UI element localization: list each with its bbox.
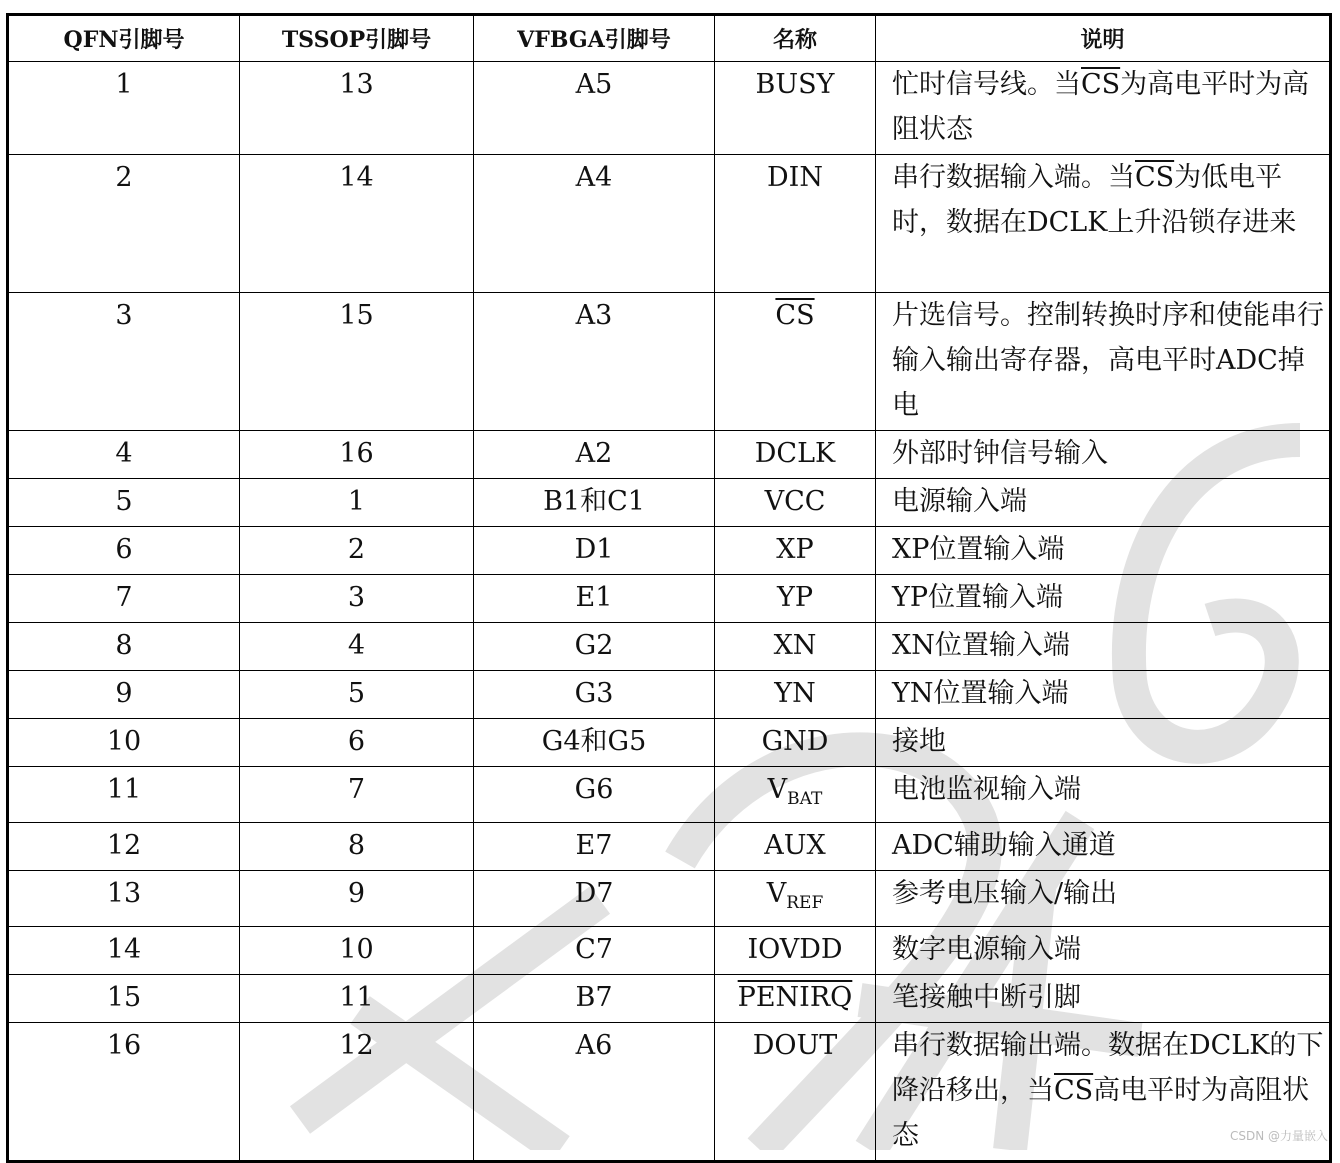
cell-qfn: 14 [8, 927, 240, 975]
cell-desc [876, 623, 1331, 671]
cell-desc [876, 767, 1331, 823]
desc-text: 为高电平时为高阻状态 [892, 69, 1310, 145]
cell-qfn: 7 [8, 575, 240, 623]
table-row [8, 479, 1331, 527]
cell-desc [876, 871, 1331, 927]
header-name: 名称 [715, 15, 876, 62]
cell-qfn: 15 [8, 975, 240, 1023]
table-row [8, 293, 1331, 431]
cell-qfn: 10 [8, 719, 240, 767]
table-row [8, 719, 1331, 767]
pin-name: V [767, 774, 788, 805]
cell-tssop: 10 [240, 927, 474, 975]
cell-qfn: 4 [8, 431, 240, 479]
cell-vfbga: E7 [474, 823, 715, 871]
table-row [8, 623, 1331, 671]
table-row [8, 527, 1331, 575]
table-row [8, 1023, 1331, 1162]
desc-text: 串行数据输出端。数据在DCLK的下降沿移出，当 [892, 1030, 1324, 1106]
cell-tssop: 13 [240, 62, 474, 155]
pin-name: AUX [764, 830, 826, 861]
desc-text: 笔接触中断引脚 [892, 982, 1081, 1013]
cell-name [715, 479, 876, 527]
desc-text: 串行数据输入端。当 [892, 162, 1135, 193]
cell-vfbga: A4 [474, 155, 715, 293]
desc-text: ADC辅助输入通道 [892, 830, 1116, 861]
cell-vfbga: E1 [474, 575, 715, 623]
desc-text: YN位置输入端 [892, 678, 1069, 709]
cell-name [715, 62, 876, 155]
cell-name [715, 623, 876, 671]
pin-name: PENIRQ [737, 982, 853, 1013]
cell-desc [876, 155, 1331, 293]
cell-qfn: 3 [8, 293, 240, 431]
cell-tssop: 2 [240, 527, 474, 575]
cell-name [715, 975, 876, 1023]
cs-overline-text: $\overline{CS}$ [1081, 69, 1121, 100]
table-row [8, 431, 1331, 479]
cell-qfn: 2 [8, 155, 240, 293]
cell-vfbga: B1和C1 [474, 479, 715, 527]
cell-name [715, 293, 876, 431]
cell-desc [876, 527, 1331, 575]
pin-name: XN [773, 630, 817, 661]
desc-text: 电源输入端 [892, 486, 1027, 517]
cell-vfbga: C7 [474, 927, 715, 975]
desc-text: 参考电压输入/输出 [892, 878, 1118, 909]
desc-text: 为低电平时，数据在DCLK上升沿锁存进来 [892, 162, 1297, 238]
table-row [8, 927, 1331, 975]
cell-desc [876, 975, 1331, 1023]
cell-vfbga: B7 [474, 975, 715, 1023]
cell-tssop: 1 [240, 479, 474, 527]
cell-vfbga: A2 [474, 431, 715, 479]
pin-name: IOVDD [747, 934, 843, 965]
cell-desc [876, 575, 1331, 623]
desc-text: 电池监视输入端 [892, 774, 1081, 805]
cell-tssop: 11 [240, 975, 474, 1023]
cell-desc [876, 479, 1331, 527]
pin-name: BUSY [755, 69, 835, 100]
cell-name [715, 671, 876, 719]
table-row [8, 823, 1331, 871]
desc-text: XN位置输入端 [892, 630, 1070, 661]
cell-qfn: 1 [8, 62, 240, 155]
cell-name [715, 431, 876, 479]
pin-name: DCLK [754, 438, 836, 469]
table-header-row [8, 15, 1331, 62]
desc-text: XP位置输入端 [892, 534, 1065, 565]
desc-text: 接地 [892, 726, 946, 757]
cell-name [715, 527, 876, 575]
cell-tssop: 14 [240, 155, 474, 293]
cell-name [715, 823, 876, 871]
cell-desc [876, 927, 1331, 975]
pin-name: YP [777, 582, 813, 613]
cell-tssop: 6 [240, 719, 474, 767]
cell-vfbga: D7 [474, 871, 715, 927]
cell-name [715, 1023, 876, 1162]
cell-tssop: 9 [240, 871, 474, 927]
header-qfn: QFN引脚号 [8, 15, 240, 62]
pin-table [6, 13, 1332, 1163]
header-desc: 说明 [876, 15, 1331, 62]
cell-tssop: 3 [240, 575, 474, 623]
cell-desc [876, 719, 1331, 767]
cell-tssop: 7 [240, 767, 474, 823]
pin-name: DIN [767, 162, 823, 193]
pin-name: XP [776, 534, 814, 565]
header-vfbga: VFBGA引脚号 [474, 15, 715, 62]
desc-text: 高电平时为高阻状态 [892, 1075, 1310, 1151]
table-row [8, 975, 1331, 1023]
pin-name: YN [774, 678, 816, 709]
credit-text: CSDN @力量嵌入 [1229, 1129, 1328, 1143]
cell-qfn: 12 [8, 823, 240, 871]
pin-name: VCC [764, 486, 826, 517]
desc-text: YP位置输入端 [892, 582, 1063, 613]
cell-name [715, 575, 876, 623]
pin-name: $\overline{CS}$ [775, 300, 815, 331]
cs-overline-text: $\overline{CS}$ [1054, 1075, 1094, 1106]
cell-name [715, 719, 876, 767]
cell-vfbga: A5 [474, 62, 715, 155]
cell-name [715, 155, 876, 293]
cell-desc [876, 431, 1331, 479]
cell-vfbga: G6 [474, 767, 715, 823]
cell-name [715, 927, 876, 975]
cell-qfn: 6 [8, 527, 240, 575]
pin-name: V [766, 878, 787, 909]
table-row [8, 671, 1331, 719]
table-row [8, 575, 1331, 623]
table-row [8, 767, 1331, 823]
desc-text: 片选信号。控制转换时序和使能串行输入输出寄存器，高电平时ADC掉电 [892, 300, 1324, 421]
pin-name: GND [761, 726, 829, 757]
desc-text: 外部时钟信号输入 [892, 438, 1108, 469]
cell-vfbga: D1 [474, 527, 715, 575]
cell-tssop: 4 [240, 623, 474, 671]
desc-text: 忙时信号线。当 [892, 69, 1081, 100]
cell-qfn: 9 [8, 671, 240, 719]
cell-vfbga: A6 [474, 1023, 715, 1162]
cell-vfbga: G4和G5 [474, 719, 715, 767]
header-tssop: TSSOP引脚号 [240, 15, 474, 62]
table-row [8, 871, 1331, 927]
pin-name: DOUT [752, 1030, 838, 1061]
cell-name [715, 871, 876, 927]
cell-tssop: 12 [240, 1023, 474, 1162]
cell-name [715, 767, 876, 823]
cell-desc [876, 62, 1331, 155]
table-row [8, 62, 1331, 155]
cell-tssop: 5 [240, 671, 474, 719]
cell-vfbga: A3 [474, 293, 715, 431]
cell-tssop: 16 [240, 431, 474, 479]
cell-desc [876, 671, 1331, 719]
cell-tssop: 15 [240, 293, 474, 431]
cell-qfn: 11 [8, 767, 240, 823]
cell-qfn: 13 [8, 871, 240, 927]
cell-desc [876, 823, 1331, 871]
cell-qfn: 16 [8, 1023, 240, 1162]
pin-name-subscript: BAT [787, 789, 823, 809]
cs-overline-text: $\overline{CS}$ [1135, 162, 1175, 193]
cell-vfbga: G2 [474, 623, 715, 671]
cell-qfn: 5 [8, 479, 240, 527]
table-row [8, 155, 1331, 293]
cell-qfn: 8 [8, 623, 240, 671]
cell-desc [876, 293, 1331, 431]
cell-vfbga: G3 [474, 671, 715, 719]
cell-tssop: 8 [240, 823, 474, 871]
desc-text: 数字电源输入端 [892, 934, 1081, 965]
pin-name-subscript: REF [786, 893, 824, 913]
